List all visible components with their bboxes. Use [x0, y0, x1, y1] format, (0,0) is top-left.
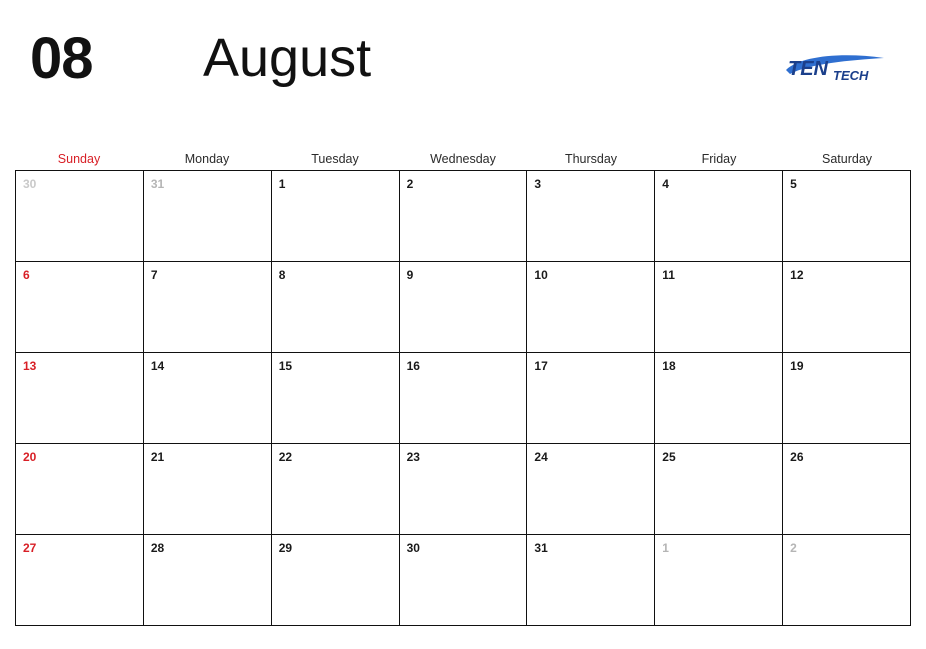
svg-text:TECH: TECH — [833, 68, 869, 83]
day-cell[interactable] — [400, 353, 528, 444]
day-cell[interactable] — [527, 262, 655, 353]
day-cell[interactable] — [655, 353, 783, 444]
day-cell[interactable] — [144, 171, 272, 262]
day-cell[interactable] — [144, 353, 272, 444]
day-cell[interactable] — [783, 444, 911, 535]
day-number: 1 — [662, 541, 669, 555]
day-number: 21 — [150, 450, 165, 464]
weekday-monday: Monday — [184, 152, 230, 166]
day-number: 17 — [534, 359, 548, 373]
day-number: 10 — [534, 268, 548, 282]
day-number: 7 — [150, 268, 158, 282]
day-cell[interactable] — [144, 535, 272, 626]
month-name: August — [203, 28, 372, 88]
weekday-tuesday: Tuesday — [311, 152, 359, 166]
day-cell[interactable] — [655, 171, 783, 262]
svg-text:TEN: TEN — [788, 58, 828, 80]
day-cell[interactable] — [144, 444, 272, 535]
day-number: 31 — [534, 541, 548, 555]
day-cell[interactable] — [655, 444, 783, 535]
day-number: 15 — [278, 359, 293, 373]
day-number: 31 — [150, 177, 165, 191]
day-number: 9 — [406, 268, 414, 282]
day-number: 4 — [662, 177, 669, 191]
day-cell[interactable] — [400, 535, 528, 626]
day-number: 5 — [790, 177, 797, 191]
day-number: 28 — [150, 541, 165, 555]
day-cell[interactable] — [400, 444, 528, 535]
day-number: 2 — [790, 541, 797, 555]
day-number: 22 — [278, 450, 293, 464]
day-cell[interactable] — [783, 353, 911, 444]
day-cell[interactable] — [783, 262, 911, 353]
day-cell[interactable] — [527, 535, 655, 626]
day-cell[interactable] — [144, 262, 272, 353]
weekday-header-row — [15, 148, 911, 170]
day-cell[interactable] — [16, 171, 144, 262]
day-number: 6 — [23, 268, 30, 282]
day-cell[interactable] — [400, 262, 528, 353]
day-number: 11 — [662, 268, 675, 282]
day-cell[interactable] — [272, 353, 400, 444]
weekday-thursday: Thursday — [564, 152, 618, 166]
day-cell[interactable] — [16, 444, 144, 535]
day-cell[interactable] — [655, 535, 783, 626]
day-number: 27 — [23, 541, 37, 555]
day-number: 2 — [406, 177, 414, 191]
day-cell[interactable] — [527, 353, 655, 444]
day-number: 16 — [406, 359, 420, 373]
day-number: 18 — [662, 359, 676, 373]
day-number: 29 — [278, 541, 293, 555]
day-number: 30 — [23, 177, 37, 191]
weekday-wednesday: Wednesday — [430, 152, 496, 166]
day-cell[interactable] — [272, 444, 400, 535]
day-cell[interactable] — [16, 262, 144, 353]
weekday-friday: Friday — [701, 152, 737, 166]
month-number: 08 — [30, 26, 93, 91]
day-number: 19 — [790, 359, 804, 373]
day-cell[interactable] — [655, 262, 783, 353]
day-number: 23 — [406, 450, 420, 464]
day-number: 14 — [150, 359, 165, 373]
day-cell[interactable] — [16, 353, 144, 444]
day-number: 25 — [662, 450, 676, 464]
calendar — [15, 148, 911, 626]
day-number: 13 — [23, 359, 37, 373]
calendar-grid — [15, 170, 911, 626]
day-number: 24 — [534, 450, 548, 464]
day-number: 3 — [534, 177, 542, 191]
day-cell[interactable] — [527, 444, 655, 535]
day-number: 8 — [278, 268, 286, 282]
day-cell[interactable] — [783, 171, 911, 262]
day-number: 30 — [406, 541, 420, 555]
day-cell[interactable] — [272, 535, 400, 626]
page-header — [0, 0, 926, 135]
day-cell[interactable] — [400, 171, 528, 262]
weekday-sunday: Sunday — [57, 152, 101, 166]
day-number: 26 — [790, 450, 804, 464]
day-number: 12 — [790, 268, 804, 282]
day-cell[interactable] — [527, 171, 655, 262]
day-number: 1 — [278, 177, 286, 191]
day-cell[interactable] — [783, 535, 911, 626]
day-cell[interactable] — [16, 535, 144, 626]
day-cell[interactable] — [272, 171, 400, 262]
tentech-logo — [780, 48, 898, 88]
weekday-saturday: Saturday — [821, 152, 873, 166]
day-cell[interactable] — [272, 262, 400, 353]
day-number: 20 — [23, 450, 37, 464]
